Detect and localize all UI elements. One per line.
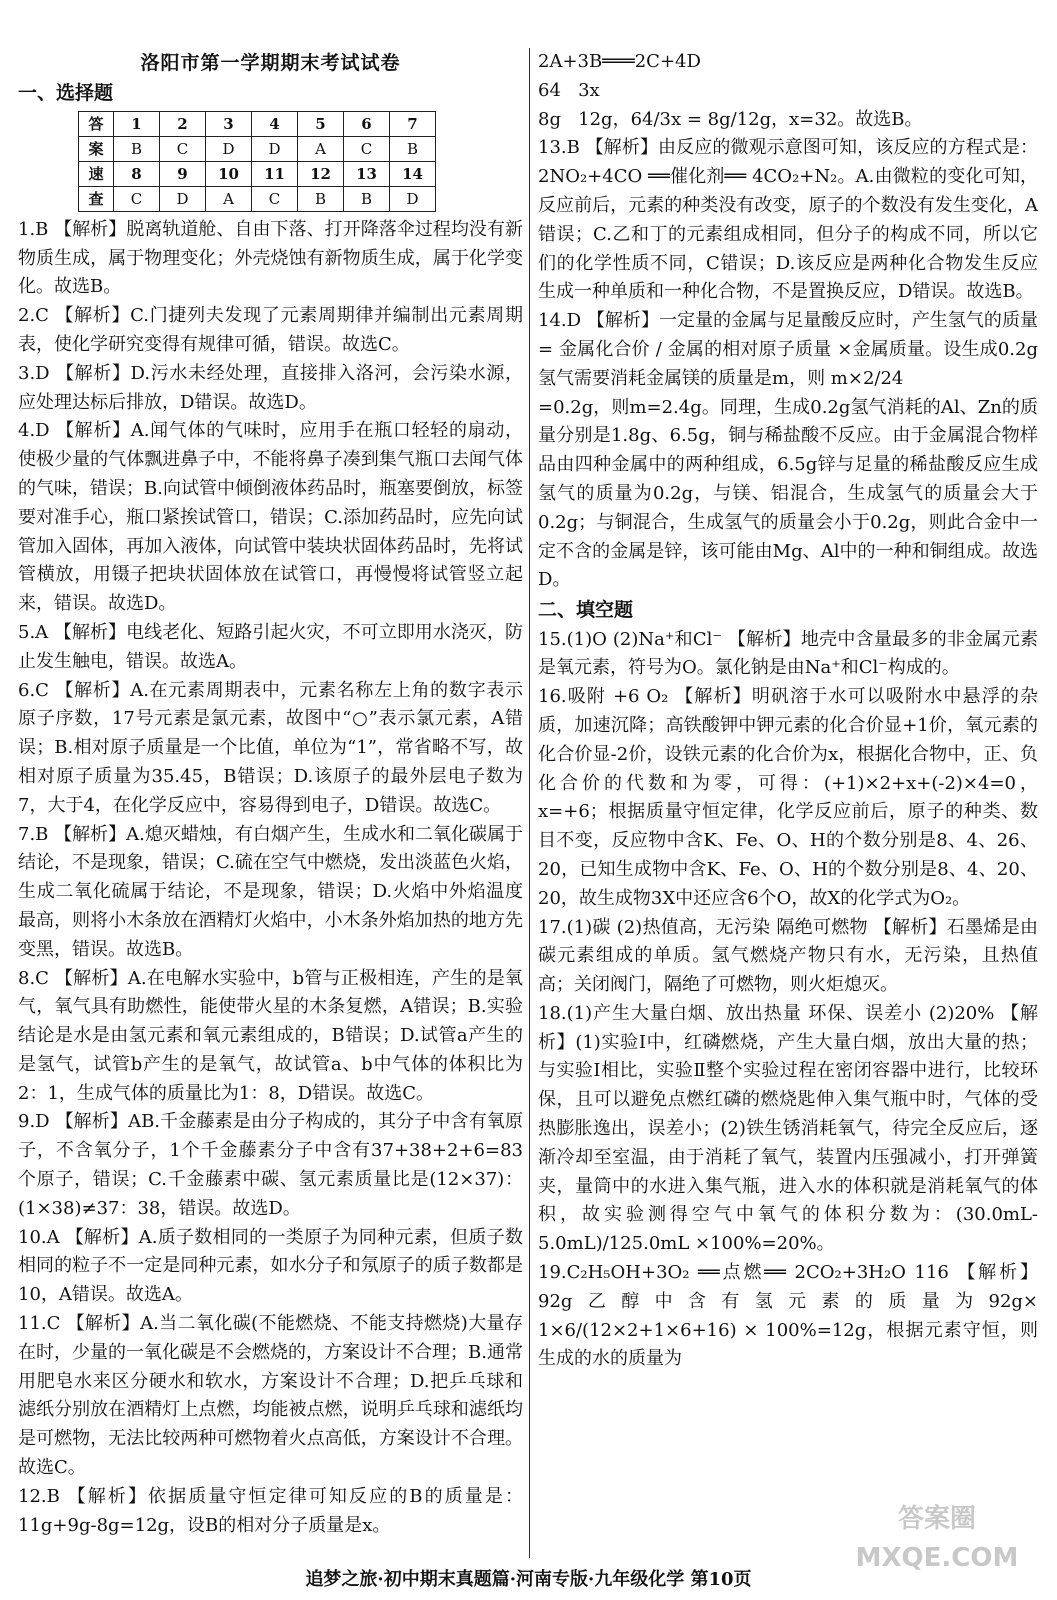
table-qnum: 10 [206, 161, 252, 186]
table-qnum: 8 [114, 161, 160, 186]
answer-q7: 7.B 【解析】A.熄灭蜡烛，有白烟产生，生成水和二氧化碳属于结论，不是现象，错误；C.硫在空气中燃烧，发出淡蓝色火焰，生成二氧化硫属于结论，不是现象，错误；D.火焰中外焰温度最高，则将小木条放在酒精灯火焰中，小木条外焰加热的地方先变黑，错误。故选B。 [18, 823, 523, 960]
table-qnum: 3 [206, 111, 252, 136]
answer-q14-part1: 14.D 【解析】一定量的金属与足量酸反应时，产生氢气的质量 = 金属化合价 / 金属的相对原子质量 ×金属质量。设生成0.2g氢气需要消耗金属镁的质量是m，则 m×2/24 [538, 310, 1038, 389]
answer-q8: 8.C 【解析】A.在电解水实验中，b管与正极相连，产生的是氧气，氧气具有助燃性，能使带火星的木条复燃，A错误；B.实验结论是水是由氢元素和氧元素组成的，B错误；D.试管a产生的是氢气，试管b产生的是氧气，故试管a、b中气体的体积比为2：1，生成气体的质量比为1：8，D错误。故选C。 [18, 967, 523, 1104]
answer-q3: 3.D 【解析】D.污水未经处理，直接排入洛河，会污染水源，应处理达标后排放，D错误。故选D。 [18, 362, 523, 413]
table-answer: C [160, 136, 206, 161]
answer-q13: 13.B 【解析】由反应的微观示意图可知，该反应的方程式是：2NO₂+4CO ══催化剂══ 4CO₂+N₂。A.由微粒的变化可知，反应前后，元素的种类没有改变，原子的个数没有发生变化，A错误；C.乙和丁的元素组成相同，但分子的构成不同，所以它们的化学性质不同，C错误；D.该反应是两种化合物发生反应生成一种单质和一种化合物，不是置换反应，D错误。故选B。 [538, 137, 1038, 303]
table-answer: B [114, 136, 160, 161]
table-answer: D [160, 186, 206, 211]
table-qnum: 11 [252, 161, 298, 186]
answer-q2: 2.C 【解析】C.门捷列夫发现了元素周期律并编制出元素周期表，使化学研究变得有规律可循，错误。故选C。 [18, 305, 523, 355]
answer-q15: 15.(1)O (2)Na⁺和Cl⁻ 【解析】地壳中含量最多的非金属元素是氧元素，符号为O。氯化钠是由Na⁺和Cl⁻构成的。 [538, 628, 1038, 679]
column-divider [529, 48, 530, 1558]
answer-q11: 11.C 【解析】A.当二氧化碳(不能燃烧、不能支持燃烧)大量存在时，少量的一氧化碳是不会燃烧的，方案设计不合理；B.通常用肥皂水来区分硬水和软水，方案设计不合理；D.把乒乓球和滤纸分别放在酒精灯上点燃，均能被点燃，说明乒乓球和滤纸均是可燃物，无法比较两种可燃物着火点高低，方案设计不合理。故选C。 [18, 1313, 523, 1479]
table-qnum: 13 [344, 161, 390, 186]
left-column [18, 48, 523, 1558]
answer-q5: 5.A 【解析】电线老化、短路引起火灾，不可立即用水浇灭，防止发生触电，错误。故选A。 [18, 621, 523, 672]
table-qnum: 1 [114, 111, 160, 136]
table-answer: B [390, 136, 436, 161]
table-qnum: 6 [344, 111, 390, 136]
table-qnum: 5 [298, 111, 344, 136]
equation-line: 64 3x [538, 79, 600, 101]
table-qnum: 14 [390, 161, 436, 186]
table-label-char: 答 [79, 111, 114, 136]
equation-line: 8g 12g，64/3x = 8g/12g，x=32。故选B。 [538, 108, 923, 130]
table-answer: C [114, 186, 160, 211]
answer-table [78, 111, 436, 212]
table-label-char: 案 [79, 136, 114, 161]
table-answer: A [206, 186, 252, 211]
table-qnum: 2 [160, 111, 206, 136]
answer-q1: 1.B 【解析】脱离轨道舱、自由下落、打开降落伞过程均没有新物质生成，属于物理变化；外壳烧蚀有新物质生成，属于化学变化。故选B。 [18, 218, 523, 298]
exam-title: 洛阳市第一学期期末考试试卷 [140, 52, 401, 74]
answer-q4: 4.D 【解析】A.闻气体的气味时，应用手在瓶口轻轻的扇动，使极少量的气体飘进鼻子中，不能将鼻子凑到集气瓶口去闻气体的气味，错误；B.向试管中倾倒液体药品时，瓶塞要倒放，标签要对准手心，瓶口紧挨试管口，错误；C.添加药品时，应先向试管加入固体，再加入液体，向试管中装块状固体药品时，先将试管横放，用镊子把块状固体放在试管口，再慢慢将试管竖立起来，错误。故选D。 [18, 420, 523, 615]
answer-q12: 12.B 【解析】依据质量守恒定律可知反应的B的质量是：11g+9g-8g=12g，设B的相对分子质量是x。 [18, 1485, 523, 1536]
section-multiple-choice: 一、选择题 [18, 82, 114, 105]
section-fill-in: 二、填空题 [538, 599, 634, 622]
page-footer: 追梦之旅·初中期末真题篇·河南专版·九年级化学 第10页 [305, 1569, 752, 1590]
table-label-char: 查 [79, 186, 114, 211]
watermark-text: 答案圈 MXQE.COM [855, 1504, 1019, 1573]
table-answer: A [298, 136, 344, 161]
table-answer: B [298, 186, 344, 211]
table-qnum: 7 [390, 111, 436, 136]
answer-q14-part2: =0.2g，则m=2.4g。同理，生成0.2g氢气消耗的Al、Zn的质量分别是1.8g、6.5g，铜与稀盐酸不反应。由于金属混合物样品由四种金属中的两种组成，6.5g锌与足量的稀盐酸反应生成氢气的质量为0.2g，与镁、铝混合，生成氢气的质量会大于0.2g；与铜混合，生成氢气的质量会小于0.2g，则此合金中一定不含的金属是锌，该可能由Mg、Al中的一种和铜组成。故选D。 [538, 396, 1038, 591]
table-answer: B [344, 186, 390, 211]
answer-q18: 18.(1)产生大量白烟、放出热量 环保、误差小 (2)20% 【解析】(1)实验Ⅰ中，红磷燃烧，产生大量白烟，放出大量的热；与实验Ⅰ相比，实验Ⅱ整个实验过程在密闭容器中进行，比较环保，且可以避免点燃红磷的燃烧匙伸入集气瓶中时，气体的受热膨胀逸出，误差小；(2)铁生锈消耗氧气，待完全反应后，逐渐冷却至室温，由于消耗了氧气，装置内压强减小，打开弹簧夹，量筒中的水进入集气瓶，进入水的体积就是消耗氧气的体积，故实验测得空气中氧气的体积分数为：(30.0mL-5.0mL)/125.0mL ×100%=20%。 [538, 1002, 1038, 1255]
table-answer: C [252, 186, 298, 211]
right-column [538, 48, 1038, 1558]
answer-q6: 6.C 【解析】A.在元素周期表中，元素名称左上角的数字表示原子序数，17号元素是氯元素，故图中“○”表示氯元素，A错误；B.相对原子质量是一个比值，单位为“1”，常省略不写，故相对原子质量为35.45，B错误；D.该原子的最外层电子数为7，大于4，在化学反应中，容易得到电子，D错误。故选C。 [18, 679, 523, 816]
table-qnum: 9 [160, 161, 206, 186]
equation-line: 2A+3B═══2C+4D [538, 51, 701, 72]
answer-q19: 19.C₂H₅OH+3O₂ ══点燃══ 2CO₂+3H₂O 116 【解析】92g乙醇中含有氢元素的质量为92g× 1×6/(12×2+1×6+16) × 100%=12g，根据元素守恒，则生成的水的质量为 [538, 1262, 1038, 1370]
table-qnum: 12 [298, 161, 344, 186]
answer-q16: 16.吸附 +6 O₂ 【解析】明矾溶于水可以吸附水中悬浮的杂质，加速沉降；高铁酸钾中钾元素的化合价显+1价，氧元素的化合价显-2价，设铁元素的化合价为x，根据化合物中，正、负化合价的代数和为零，可得：(+1)×2+x+(-2)×4=0，x=+6；根据质量守恒定律，化学反应前后，原子的种类、数目不变，反应物中含K、Fe、O、H的个数分别是8、4、26、20，已知生成物中含K、Fe、O、H的个数分别是8、4、20、20，故生成物3X中还应含6个O，故X的化学式为O₂。 [538, 686, 1038, 909]
table-answer: D [206, 136, 252, 161]
table-label-char: 速 [79, 161, 114, 186]
answer-q17: 17.(1)碳 (2)热值高，无污染 隔绝可燃物 【解析】石墨烯是由碳元素组成的单质。氢气燃烧产物只有水，无污染，且热值高；关闭阀门，隔绝了可燃物，则火炬熄灭。 [538, 916, 1038, 996]
table-answer: D [252, 136, 298, 161]
table-answer: D [390, 186, 436, 211]
answer-q9: 9.D 【解析】AB.千金藤素是由分子构成的，其分子中含有氧原子，不含氧分子，1个千金藤素分子中含有37+38+2+6=83个原子，错误；C.千金藤素中碳、氢元素质量比是(12×37)：(1×38)≠37：38，错误。故选D。 [18, 1111, 523, 1219]
answer-q10: 10.A 【解析】A.质子数相同的一类原子为同种元素，但质子数相同的粒子不一定是同种元素，如水分子和氖原子的质子数都是10，A错误。故选A。 [18, 1226, 523, 1306]
table-answer: C [344, 136, 390, 161]
table-qnum: 4 [252, 111, 298, 136]
